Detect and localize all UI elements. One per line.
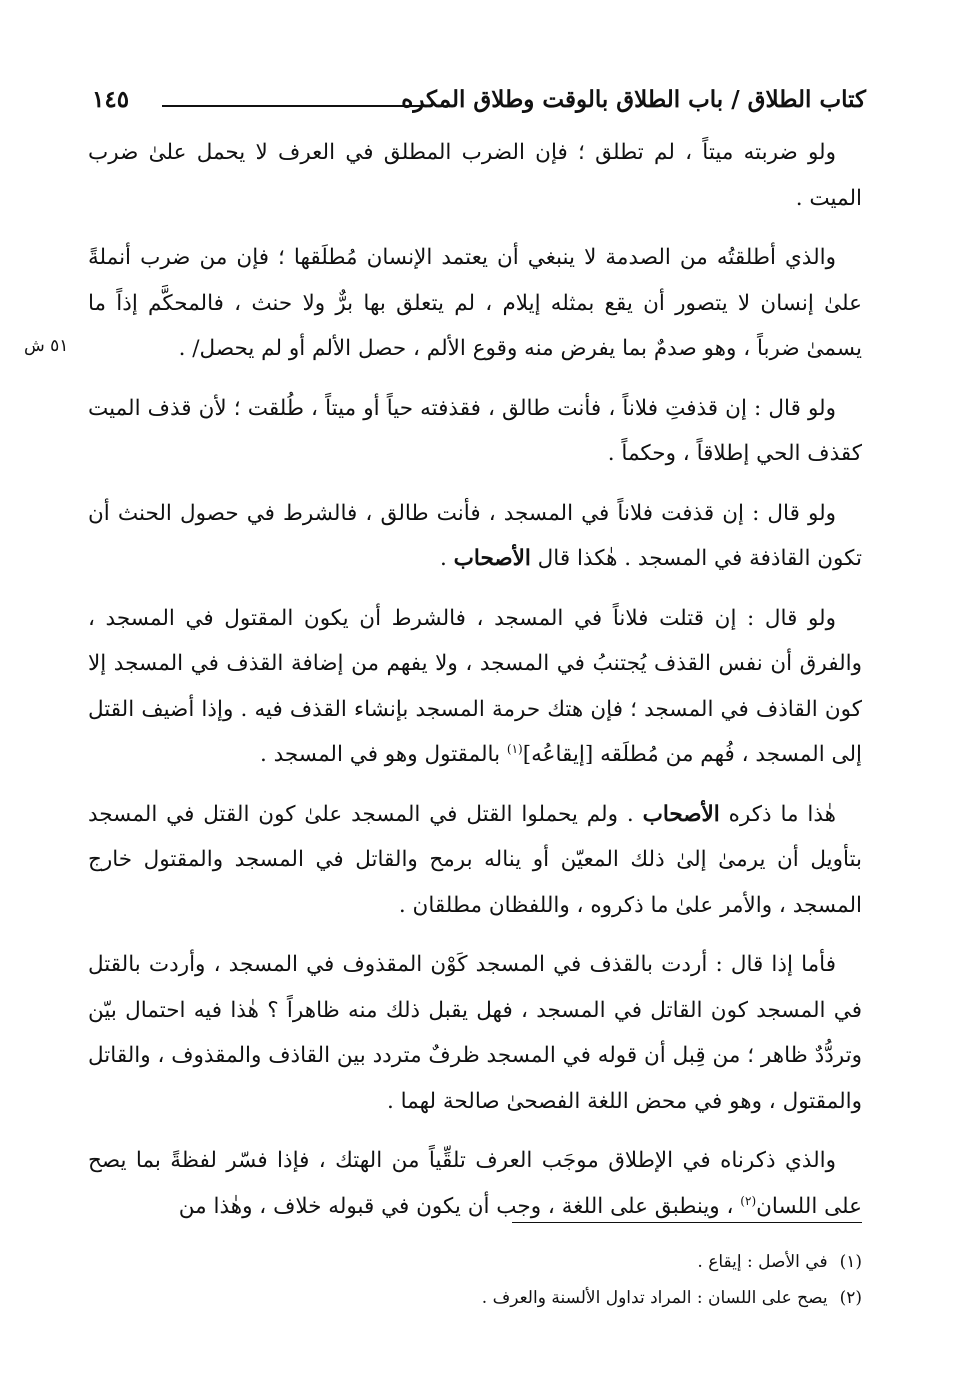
running-header <box>92 84 866 118</box>
margin-note: ٥١ ش <box>24 336 69 356</box>
bold-term: الأصحاب <box>453 546 531 571</box>
paragraph: والذي أطلقتُه من الصدمة لا ينبغي أن يعتمد الإنسان مُطلَقها ؛ فإن من ضرب أنملةً علىٰ إنسان لا يتصور أن يقع بمثله إيلام ، لم يتعلق بها برٌّ ولا حنث ، فالمحكَّم إذاً ما يسمىٰ ضرباً ، وهو صدمٌ بما يفرض منه وقوع الألم ، حصل الألم أو لم يحصل/ . <box>88 245 862 361</box>
footnote-text: في الأصل : إيقاع . <box>697 1252 828 1272</box>
page-number: ١٤٥ <box>92 86 130 113</box>
bold-term: الأصحاب <box>642 801 720 827</box>
footnotes <box>88 1244 862 1316</box>
paragraph: هٰذا ما ذكره الأصحاب . ولم يحملوا القتل في المسجد علىٰ كون القتل في المسجد بتأويل أن يرمىٰ إلىٰ ذلك المعيّن أو يناله برمح والقاتل في المسجد والمقتول خارج المسجد ، والأمر علىٰ ما ذكروه ، واللفظان مطلقان . <box>88 801 862 918</box>
footnote <box>88 1280 862 1316</box>
paragraph: ولو قال : إن قذفت فلاناً في المسجد ، فأنت طالق ، فالشرط في حصول الحنث أن تكون القاذفة في المسجد . هٰكذا قال الأصحاب . <box>88 500 862 571</box>
footnote-number: (١) <box>839 1252 862 1272</box>
chapter-title: كتاب الطلاق / باب الطلاق بالوقت وطلاق المكره <box>401 86 866 113</box>
footnote-ref: (١) <box>506 741 523 756</box>
paragraph: والذي ذكرناه في الإطلاق موجَب العرف تلقِّياً من الهتك ، فإذا فسّر لفظةً بما يصح على اللسان$^{(٢)}$ ، وينطبق على اللغة ، وجب أن يكون في قبوله خلاف ، وهٰذا من <box>88 1148 862 1219</box>
main-text <box>88 130 862 1243</box>
paragraph: ولو ضربته ميتاً ، لم تطلق ؛ فإن الضرب المطلق في العرف لا يحمل علىٰ ضرب الميت . <box>88 140 862 211</box>
footnote-text: يصح على اللسان : المراد تداول الألسنة والعرف . <box>481 1288 828 1308</box>
footnote-ref: (٢) <box>740 1193 757 1208</box>
paragraph: فأما إذا قال : أردت بالقذف في المسجد كَوْن المقذوف في المسجد ، وأردت بالقتل في المسجد كون القاتل في المسجد ، فهل يقبل ذلك منه ظاهراً ؟ هٰذا فيه احتمال بيّن وتردُّدٌ ظاهر ؛ من قِبل أن قوله في المسجد ظرفٌ متردد بين القاذف والمقذوف ، والقاتل والمقتول ، وهو في محض اللغة الفصحىٰ صالحة لهما . <box>88 952 862 1114</box>
footnote <box>88 1244 862 1280</box>
footnote-number: (٢) <box>839 1288 862 1308</box>
footnote-separator <box>512 1222 862 1223</box>
header-rule <box>162 105 424 107</box>
paragraph: ولو قال : إن قتلت فلاناً في المسجد ، فالشرط أن يكون المقتول في المسجد ، والفرق أن نفس القذف يُجتنبُ في المسجد ، ولا يفهم من إضافة القذف في المسجد إلا كون القاذف في المسجد ؛ فإن هتك حرمة المسجد بإنشاء القذف فيه . وإذا أضيف القتل إلى المسجد ، فُهم من مُطلَقه [إيقاعُه]$^{(١)}$ بالمقتول وهو في المسجد . <box>88 605 862 767</box>
paragraph: ولو قال : إن قذفتِ فلاناً ، فأنت طالق ، فقذفته حياً أو ميتاً ، طُلقت ؛ لأن قذف الميت كقذف الحي إطلاقاً ، وحكماً . <box>88 395 862 466</box>
